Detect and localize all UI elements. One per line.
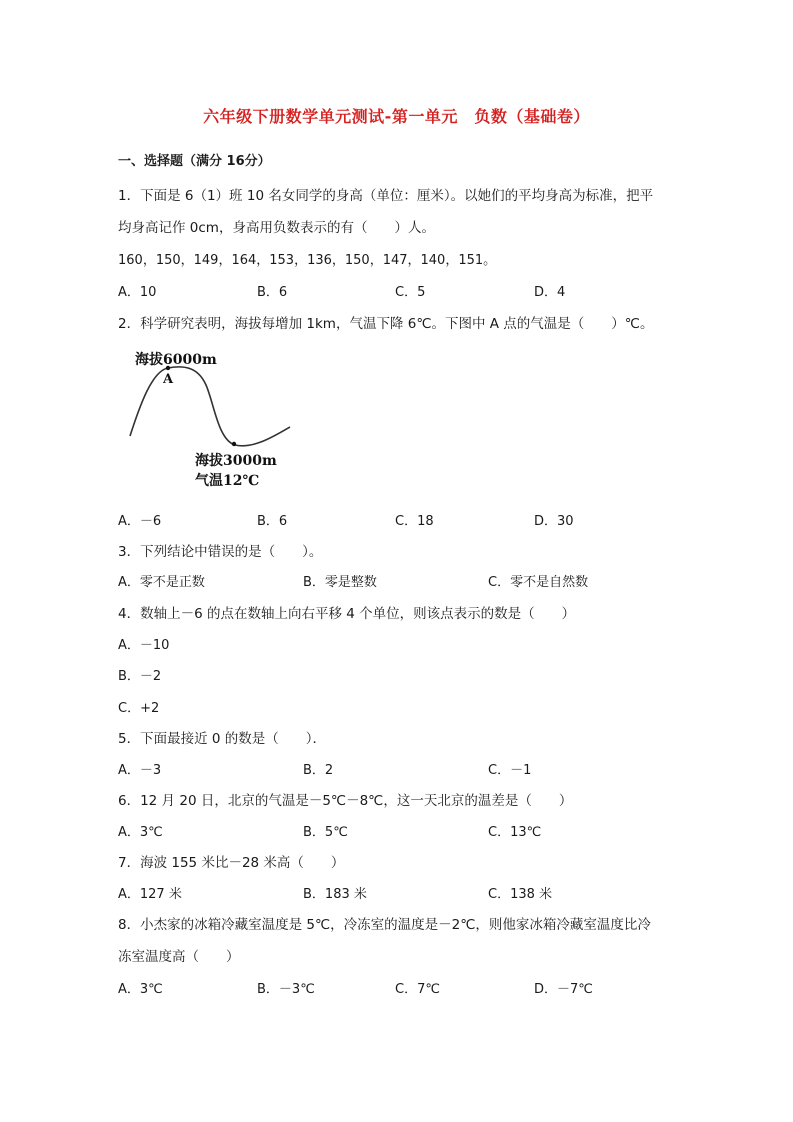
- q1-data: 160，150，149，164，153，136，150，147，140，151。: [118, 253, 497, 268]
- q1-text-line1: 1．下面是 6（1）班 10 名女同学的身高（单位：厘米）。以她们的平均身高为标准，把平: [118, 188, 654, 204]
- q1-text-line2: 均身高记作 0cm，身高用负数表示的有（ ）人。: [118, 220, 435, 236]
- q8-text-line2: 冻室温度高（ ）: [118, 949, 240, 965]
- q2-option-a: A．－6: [118, 514, 162, 529]
- q4-text: 4．数轴上－6 的点在数轴上向右平移 4 个单位，则该点表示的数是（ ）: [118, 606, 576, 622]
- peak-altitude-label: 海拔6000m: [135, 352, 217, 368]
- q4-option-b: B．－2: [118, 669, 162, 684]
- valley-temperature-label: 气温12℃: [195, 473, 260, 489]
- q2-option-c: C．18: [395, 514, 434, 529]
- q6-option-a: A．3℃: [118, 825, 163, 840]
- q8-option-c: C．7℃: [395, 982, 440, 997]
- q5-text: 5．下面最接近 0 的数是（ ）．: [118, 731, 327, 747]
- point-a-label: A: [163, 372, 174, 387]
- section-heading: 一、选择题（满分 16分）: [118, 154, 271, 169]
- altitude-figure: [118, 345, 318, 495]
- q3-text: 3．下列结论中错误的是（ ）。: [118, 544, 323, 560]
- q3-option-c: C．零不是自然数: [488, 575, 589, 590]
- q8-option-a: A．3℃: [118, 982, 163, 997]
- q7-option-b: B．183 米: [303, 887, 367, 902]
- q3-option-b: B．零是整数: [303, 575, 377, 590]
- q2-option-b: B．6: [257, 514, 288, 529]
- document-title: 六年级下册数学单元测试-第一单元 负数（基础卷）: [203, 107, 590, 126]
- q4-option-a: A．－10: [118, 638, 170, 653]
- q6-option-b: B．5℃: [303, 825, 348, 840]
- q3-option-a: A．零不是正数: [118, 575, 205, 590]
- valley-point: [232, 442, 236, 446]
- q5-option-c: C．－1: [488, 763, 532, 778]
- q4-option-c: C．+2: [118, 701, 160, 716]
- q8-option-b: B．－3℃: [257, 982, 315, 997]
- q1-option-c: C．5: [395, 285, 426, 300]
- q6-text: 6．12 月 20 日，北京的气温是－5℃－8℃，这一天北京的温差是（ ）: [118, 793, 573, 809]
- q7-option-a: A．127 米: [118, 887, 182, 902]
- q1-option-b: B．6: [257, 285, 288, 300]
- valley-altitude-label: 海拔3000m: [195, 453, 277, 469]
- q6-option-c: C．13℃: [488, 825, 542, 840]
- q7-text: 7．海波 155 米比－28 米高（ ）: [118, 855, 345, 871]
- q2-text: 2．科学研究表明，海拔每增加 1km，气温下降 6℃。下图中 A 点的气温是（ ）℃。: [118, 316, 654, 332]
- q2-option-d: D．30: [534, 514, 574, 529]
- q8-text-line1: 8．小杰家的冰箱冷藏室温度是 5℃，冷冻室的温度是－2℃，则他家冰箱冷藏室温度比冷: [118, 917, 651, 933]
- q1-option-a: A．10: [118, 285, 157, 300]
- q5-option-b: B．2: [303, 763, 334, 778]
- q8-option-d: D．－7℃: [534, 982, 593, 997]
- q1-option-d: D．4: [534, 285, 566, 300]
- q7-option-c: C．138 米: [488, 887, 553, 902]
- q5-option-a: A．－3: [118, 763, 162, 778]
